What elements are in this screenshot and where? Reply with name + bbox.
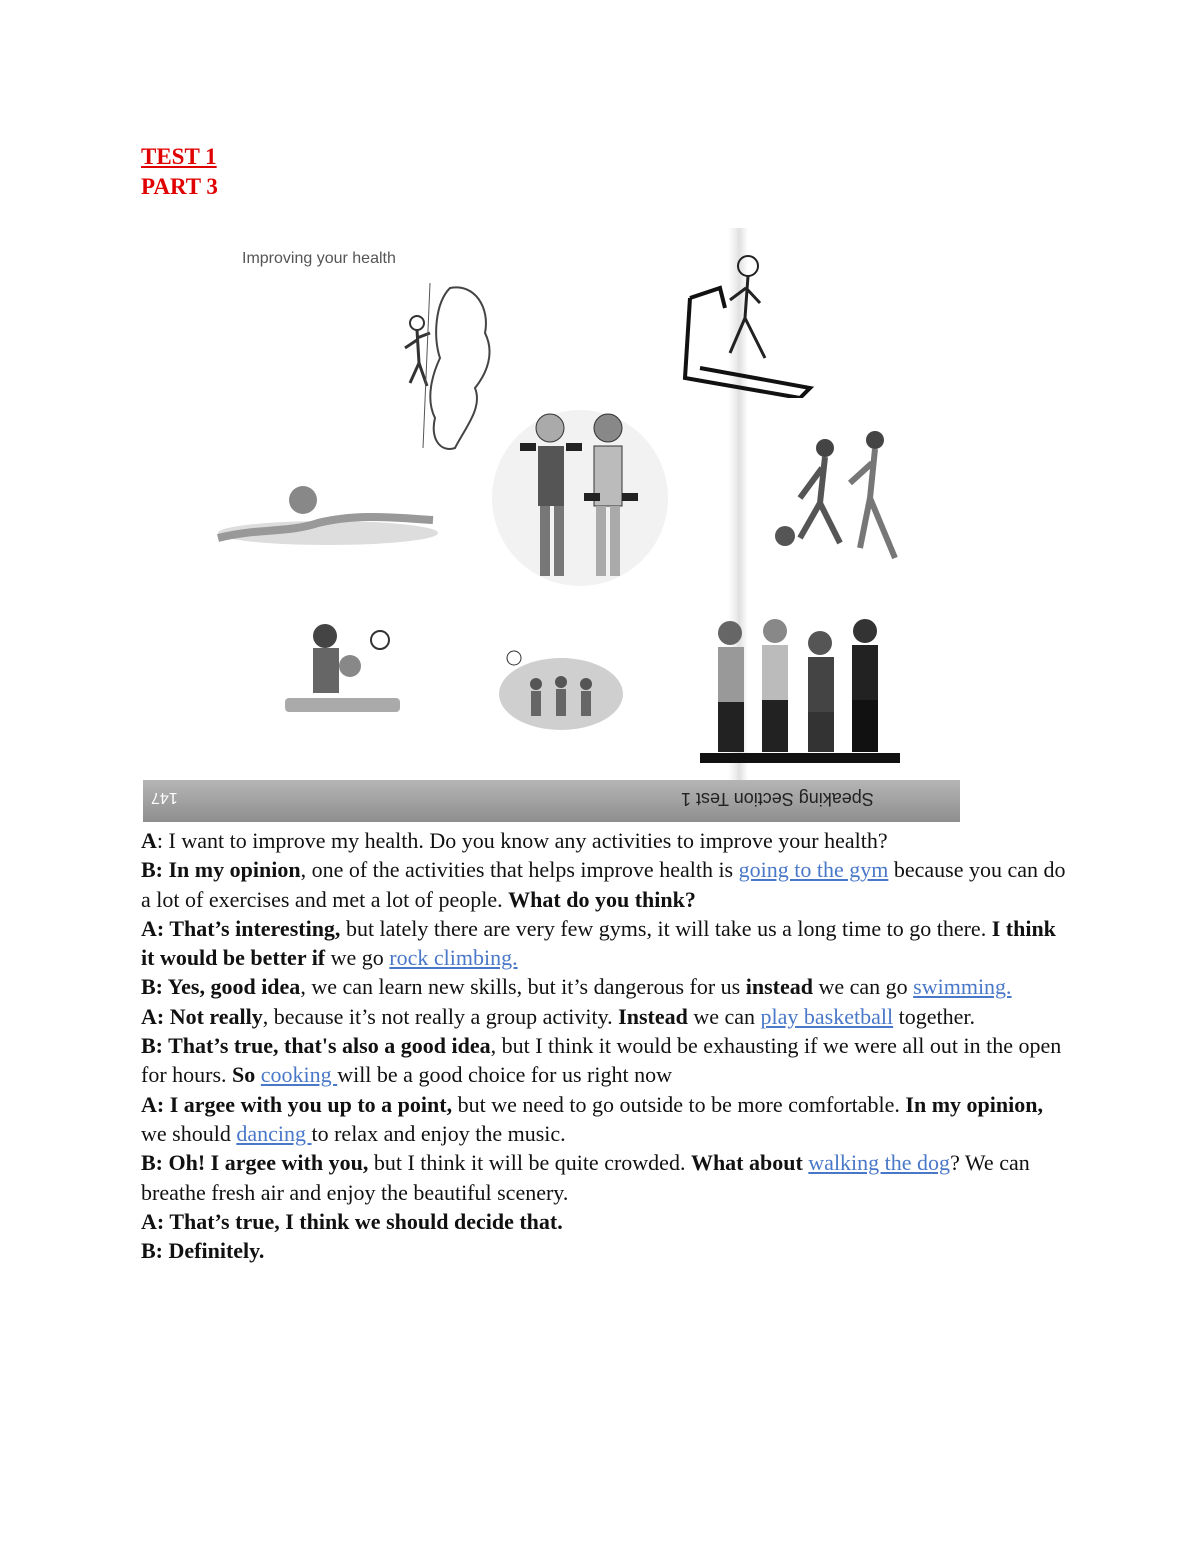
walking-the-dog-illustration [496,646,626,736]
book-section-label: Speaking Section Test 1 [681,789,874,809]
dialogue-text: we can [687,1003,761,1029]
dialogue-text: , we can learn new skills, but it’s dangerous for us [300,974,746,1000]
dialogue-line-a [141,826,1071,855]
treadmill-illustration [680,248,820,398]
bold-phrase: What about [690,1150,803,1176]
dialogue-text: we go [325,945,390,971]
cooking-illustration [285,618,400,723]
dialogue-text: , but I think it would be exhausting if we were all out in the open for hours. [141,1033,1062,1088]
book-page-number: 147 [151,789,178,806]
picture-title: Improving your health [242,250,396,267]
dialogue-line-b [141,972,1071,1001]
activity-link[interactable]: play basketball [760,1003,894,1029]
dancing-illustration [700,613,900,763]
dialogue-line-a [141,914,1071,973]
dialogue-text: ? We can breathe fresh air and enjoy the beautiful scenery. [141,1150,1030,1205]
bold-phrase: instead [745,974,813,1000]
bold-phrase: B: Oh! I argee with you, [141,1150,369,1176]
dialogue [141,826,1071,1265]
part-heading: PART 3 [141,174,218,199]
bold-phrase: A: That’s interesting, [141,915,341,941]
dialogue-text: because you can do a lot of exercises and met a lot of people. [141,857,1066,912]
dialogue-text: but lately there are very few gyms, it will take us a long time to go there. [340,915,992,941]
health-activities-picture [200,228,960,798]
dialogue-line-a [141,1002,1071,1031]
bold-phrase: Instead [618,1003,688,1029]
dialogue-text: to relax and enjoy the music. [311,1120,566,1146]
dialogue-text: together. [893,1003,975,1029]
dialogue-text: but I think it will be quite crowded. [368,1150,691,1176]
activity-link[interactable]: swimming. [913,974,1012,1000]
bold-phrase: In my opinion, [905,1091,1043,1117]
dialogue-line-b [141,1236,1071,1265]
dialogue-text: : I want to improve my health. Do you know any activities to improve your health? [156,828,888,853]
bold-phrase: B: Definitely. [141,1238,265,1264]
bold-phrase: B: In my opinion [141,857,301,883]
activity-link[interactable]: dancing [236,1120,312,1146]
bold-phrase: So [232,1062,256,1088]
bold-phrase: A: I argee with you up to a point, [141,1091,453,1117]
dialogue-text: we should [141,1120,237,1146]
dialogue-line-a [141,1090,1071,1149]
activity-link[interactable]: rock climbing. [389,945,518,971]
dialogue-line-b [141,1031,1071,1090]
basketball-illustration [770,428,920,578]
test-heading: TEST 1 [141,144,217,169]
dialogue-line-b [141,1148,1071,1207]
bold-phrase: A [141,828,157,853]
dialogue-text: , one of the activities that helps improve health is [300,857,739,883]
bold-phrase: What do you think? [508,886,696,912]
dialogue-text: will be a good choice for us right now [337,1062,672,1088]
bold-phrase: B: Yes, good idea [141,974,301,1000]
dumbbells-illustration [490,398,670,598]
bold-phrase: A: That’s true, I think we should decide that. [141,1208,563,1234]
bold-phrase: B: That’s true, that's also a good idea [141,1033,491,1059]
dialogue-text: but we need to go outside to be more comfortable. [452,1091,906,1117]
bold-phrase: A: Not really [141,1003,263,1029]
dialogue-text: we can go [812,974,914,1000]
dialogue-text: , because it’s not really a group activity. [262,1003,619,1029]
activity-link[interactable]: cooking [260,1062,338,1088]
book-page-footer [143,780,960,822]
swimming-illustration [208,478,438,558]
bold-phrase: I think it would be better if [141,915,1056,971]
dialogue-line-b [141,855,1071,914]
rock-climbing-illustration [395,278,505,458]
activity-link[interactable]: walking the dog [808,1150,951,1176]
activity-link[interactable]: going to the gym [738,857,889,883]
dialogue-line-a [141,1207,1071,1236]
